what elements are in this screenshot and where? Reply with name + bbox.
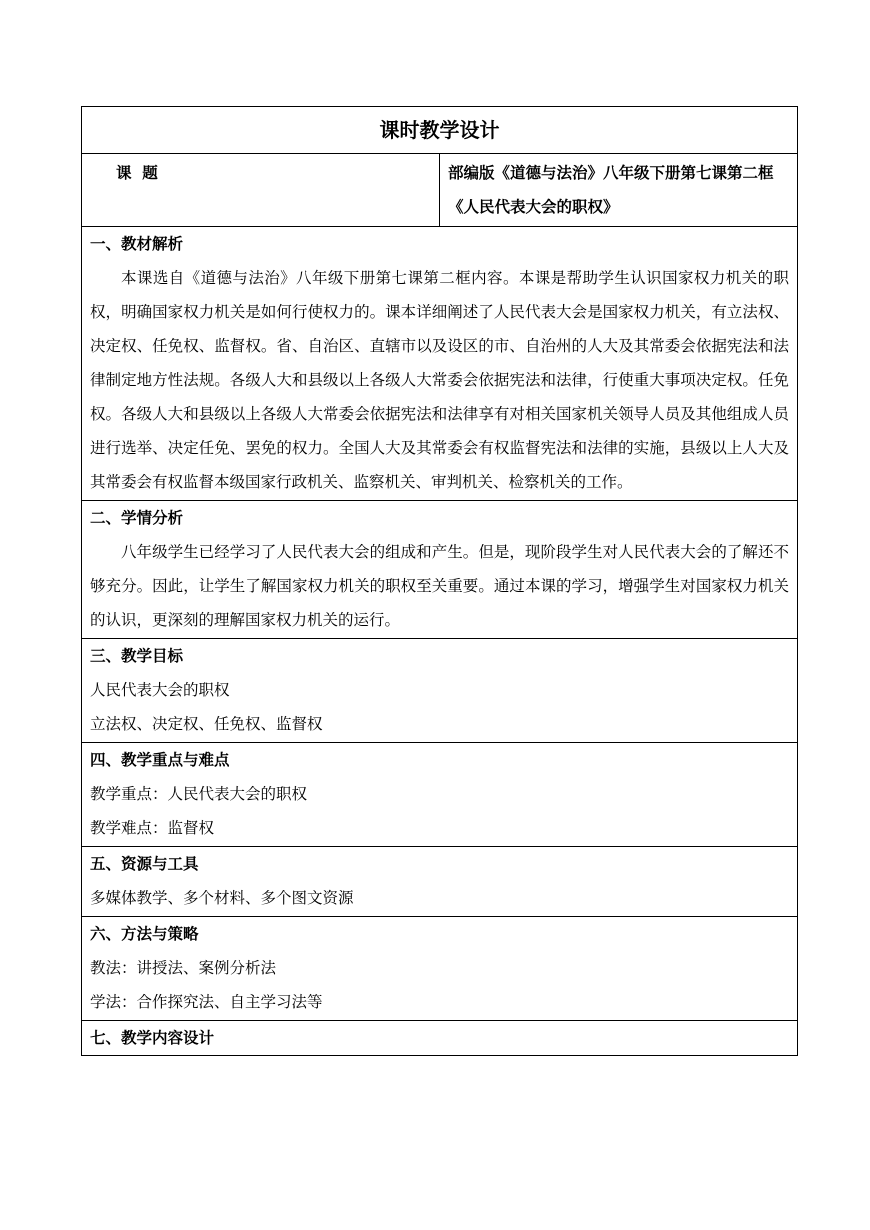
section-heading: 四、教学重点与难点: [90, 751, 230, 769]
section-key-points: [82, 743, 798, 847]
section-row: [82, 227, 798, 501]
section-line: 多媒体教学、多个材料、多个图文资源: [90, 889, 354, 907]
section-line: 立法权、决定权、任免权、监督权: [90, 715, 323, 733]
section-line: 教法：讲授法、案例分析法: [90, 959, 277, 977]
section-paragraph: 八年级学生已经学习了人民代表大会的组成和产生。但是，现阶段学生对人民代表大会的了解还不够充分。因此，让学生了解国家权力机关的职权至关重要。通过本课的学习，增强学生对国家权力机关的认识，更深刻的理解国家权力机关的运行。: [90, 543, 789, 629]
section-content-design: [82, 1021, 798, 1056]
section-row: [82, 847, 798, 917]
lesson-design-table: [81, 106, 798, 1056]
topic-label: 课 题: [82, 154, 440, 227]
section-heading: 五、资源与工具: [90, 855, 199, 873]
section-heading: 七、教学内容设计: [90, 1029, 215, 1047]
section-heading: 一、教材解析: [90, 235, 184, 253]
section-row: [82, 1021, 798, 1056]
section-methods: [82, 917, 798, 1021]
section-heading: 二、学情分析: [90, 509, 184, 527]
section-row: [82, 917, 798, 1021]
document-title: 课时教学设计: [82, 107, 798, 154]
section-student-analysis: [82, 501, 798, 639]
section-line: 教学难点：监督权: [90, 819, 215, 837]
section-heading: 六、方法与策略: [90, 925, 199, 943]
section-line: 学法：合作探究法、自主学习法等: [90, 993, 323, 1011]
section-row: [82, 501, 798, 639]
section-textbook-analysis: [82, 227, 798, 501]
section-resources: [82, 847, 798, 917]
section-row: [82, 639, 798, 743]
section-teaching-goals: [82, 639, 798, 743]
section-paragraph: 本课选自《道德与法治》八年级下册第七课第二框内容。本课是帮助学生认识国家权力机关的职权，明确国家权力机关是如何行使权力的。课本详细阐述了人民代表大会是国家权力机关，有立法权、决定权、任免权、监督权。省、自治区、直辖市以及设区的市、自治州的人大及其常委会依据宪法和法律制定地方性法规。各级人大和县级以上各级人大常委会依据宪法和法律，行使重大事项决定权。任免权。各级人大和县级以上各级人大常委会依据宪法和法律享有对相关国家机关领导人员及其他组成人员进行选举、决定任免、罢免的权力。全国人大及其常委会有权监督宪法和法律的实施，县级以上人大及其常委会有权监督本级国家行政机关、监察机关、审判机关、检察机关的工作。: [90, 269, 789, 491]
section-line: 教学重点：人民代表大会的职权: [90, 785, 308, 803]
section-row: [82, 743, 798, 847]
section-line: 人民代表大会的职权: [90, 681, 230, 699]
topic-value: 部编版《道德与法治》八年级下册第七课第二框《人民代表大会的职权》: [440, 154, 798, 227]
topic-row: [82, 154, 798, 227]
section-heading: 三、教学目标: [90, 647, 184, 665]
title-row: [82, 107, 798, 154]
